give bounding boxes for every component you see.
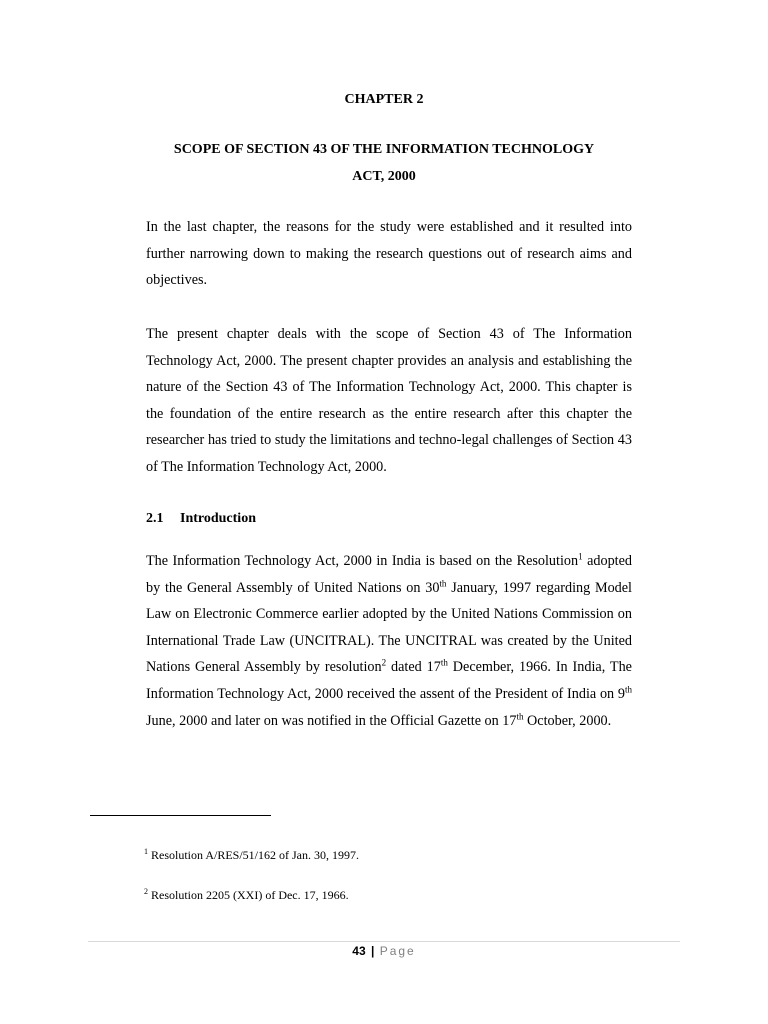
footer-divider <box>88 941 680 942</box>
page-number: 43 <box>352 944 366 958</box>
ordinal-suffix: th <box>624 684 632 695</box>
footer-separator: | <box>370 944 375 958</box>
paragraph-3-text-2: adopted by the General Assembly of United Nations on 30 <box>146 553 632 596</box>
chapter-title-line-2: ACT, 2000 <box>352 169 416 184</box>
section-number: 2.1 <box>146 511 164 526</box>
paragraph-3-text-1: The Information Technology Act, 2000 in India is based on the Resolution <box>146 553 579 569</box>
footnote-2 <box>144 888 349 903</box>
paragraph-3-text-4: dated 17 <box>386 659 441 676</box>
footnote-ref-1[interactable]: 1 <box>578 551 583 562</box>
chapter-title <box>120 136 648 190</box>
footnote-mark: 2 <box>144 887 148 896</box>
footnote-text: Resolution A/RES/51/162 of Jan. 30, 1997. <box>148 848 360 862</box>
page-label: Page <box>379 944 416 958</box>
ordinal-suffix: th <box>516 710 524 721</box>
paragraph-3-text-5: December, 1966. In India, The Information Technology Act, 2000 received the assent of the President of India on 9 <box>146 659 632 702</box>
paragraph-1: In the last chapter, the reasons for the study were established and it resulted into further narrowing down to making the research questions out of research aims and objectives. <box>146 219 632 289</box>
footnote-text: Resolution 2205 (XXI) of Dec. 17, 1966. <box>148 888 349 902</box>
footnote-separator <box>90 815 271 816</box>
section-title: Introduction <box>180 511 256 526</box>
footnote-mark: 1 <box>144 847 148 856</box>
footnote-1 <box>144 848 359 863</box>
paragraph-3 <box>146 548 632 734</box>
paragraph-3-text-3: January, 1997 regarding Model Law on Electronic Commerce earlier adopted by the United Nations Commission on International Trade Law (UNCITRAL). The UNCITRAL was created by the United Nations General Assembly by resolution <box>146 579 633 676</box>
chapter-title-line-1: SCOPE OF SECTION 43 OF THE INFORMATION TECHNOLOGY <box>173 142 595 157</box>
paragraph-2: The present chapter deals with the scope of Section 43 of The Information Technology Act, 2000. The present chapter provides an analysis and establishing the nature of the Section 43 of The Information Technology Act, 2000. This chapter is the foundation of the entire research as the entire research after this chapter the researcher has tried to study the limitations and techno-legal challenges of Section 43 of The Information Technology Act, 2000. <box>146 326 632 475</box>
section-heading <box>146 511 256 527</box>
footnote-ref-2[interactable]: 2 <box>381 657 387 668</box>
ordinal-suffix: th <box>440 657 448 668</box>
paragraph-3-text-6: June, 2000 and later on was notified in the Official Gazette on 17 <box>146 712 517 729</box>
chapter-label: CHAPTER 2 <box>344 92 424 107</box>
page-footer <box>0 944 768 958</box>
paragraph-3-text-7: October, 2000. <box>523 712 612 729</box>
ordinal-suffix: th <box>439 577 447 588</box>
